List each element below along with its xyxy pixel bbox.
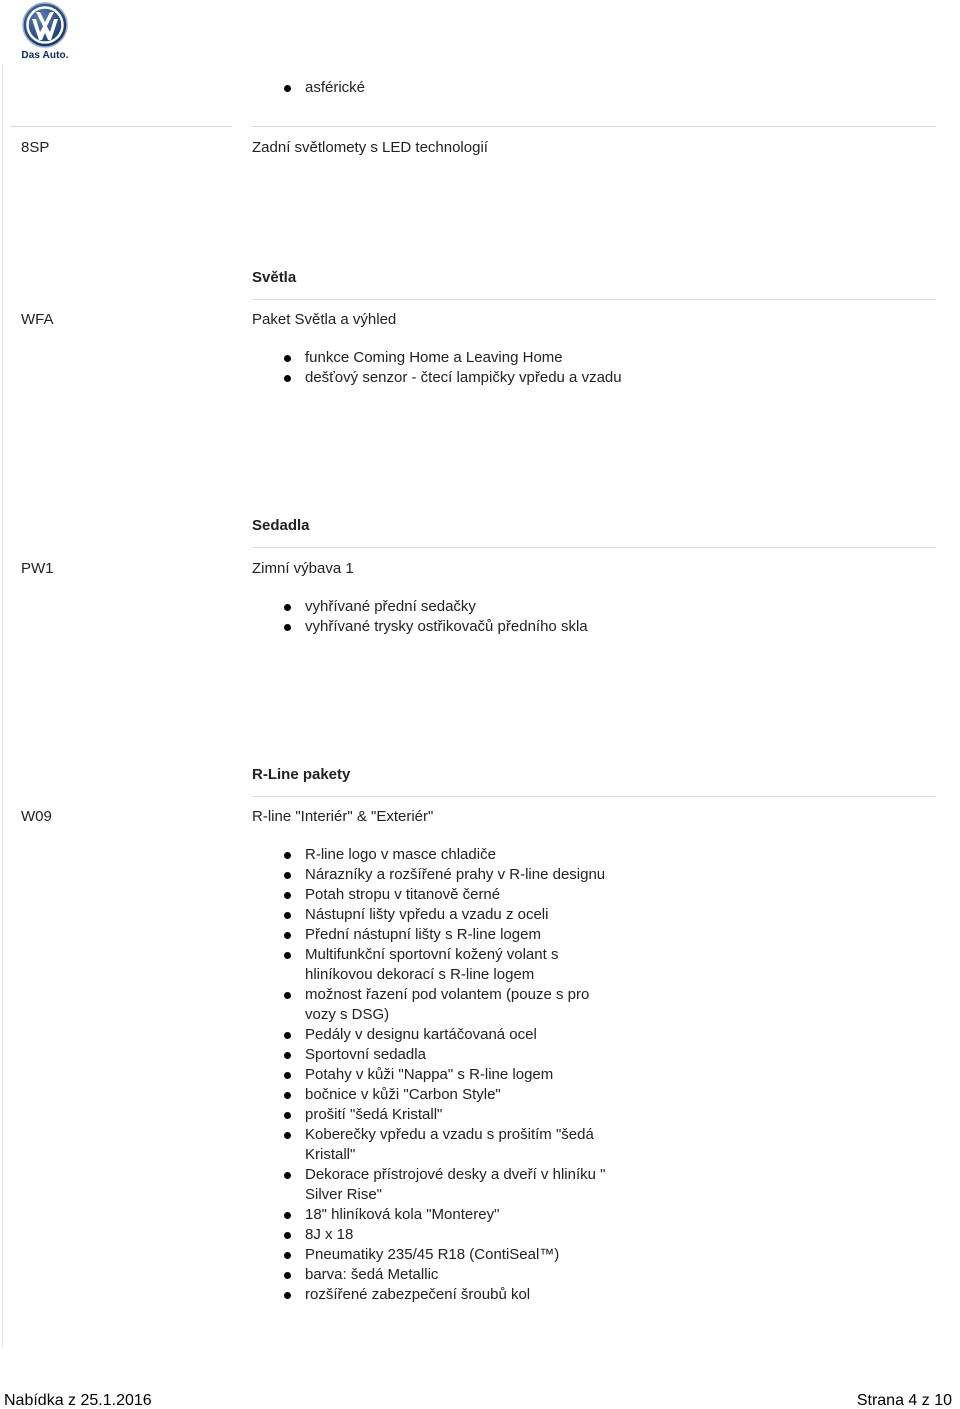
list-item: asférické (284, 78, 624, 98)
bullet-icon (284, 992, 291, 999)
item-description: Zadní světlomety s LED technologií (252, 139, 488, 156)
list-item: Potah stropu v titanově černé (284, 885, 624, 905)
footer-offer-date: Nabídka z 25.1.2016 (4, 1392, 152, 1409)
divider (252, 299, 936, 300)
feature-list-rline (284, 845, 624, 1305)
divider (252, 547, 936, 548)
section-heading-sedadla: Sedadla (252, 517, 310, 534)
bullet-icon (284, 1112, 291, 1119)
list-item: 8J x 18 (284, 1225, 624, 1245)
bullet-icon (284, 912, 291, 919)
list-item: dešťový senzor - čtecí lampičky vpředu a vzadu (284, 368, 624, 388)
bullet-icon (284, 872, 291, 879)
list-item: Přední nástupní lišty s R-line logem (284, 925, 624, 945)
divider (252, 126, 936, 127)
footer-page-number: Strana 4 z 10 (856, 1392, 952, 1409)
item-description: R-line "Interiér" & "Exteriér" (252, 808, 434, 825)
bullet-icon (284, 1172, 291, 1179)
list-item: vyhřívané trysky ostřikovačů předního skla (284, 617, 624, 637)
bullet-icon (284, 624, 291, 631)
bullet-icon (284, 1212, 291, 1219)
item-code: PW1 (21, 560, 54, 577)
bullet-icon (284, 1272, 291, 1279)
list-item: barva: šedá Metallic (284, 1265, 624, 1285)
list-item: Multifunkční sportovní kožený volant s hliníkovou dekorací s R-line logem (284, 945, 624, 985)
list-item: Dekorace přístrojové desky a dveří v hliníku " Silver Rise" (284, 1165, 624, 1205)
feature-list-sedadla (284, 597, 624, 637)
bullet-icon (284, 1292, 291, 1299)
section-heading-svetla: Světla (252, 269, 297, 286)
item-description: Zimní výbava 1 (252, 560, 354, 577)
list-item: vyhřívané přední sedačky (284, 597, 624, 617)
list-item: Potahy v kůži "Nappa" s R-line logem (284, 1065, 624, 1085)
list-item: bočnice v kůži "Carbon Style" (284, 1085, 624, 1105)
bullet-icon (284, 355, 291, 362)
list-item: Nástupní lišty vpředu a vzadu z oceli (284, 905, 624, 925)
list-item: 18" hliníková kola "Monterey" (284, 1205, 624, 1225)
bullet-icon (284, 85, 291, 92)
left-border (2, 64, 3, 1347)
list-item: R-line logo v masce chladiče (284, 845, 624, 865)
item-description: Paket Světla a výhled (252, 311, 397, 328)
bullet-icon (284, 375, 291, 382)
bullet-icon (284, 604, 291, 611)
bullet-icon (284, 1032, 291, 1039)
item-code: 8SP (21, 139, 50, 156)
bullet-icon (284, 1252, 291, 1259)
bullet-icon (284, 1072, 291, 1079)
list-item: Pedály v designu kartáčovaná ocel (284, 1025, 624, 1045)
brand-tagline: Das Auto. (21, 50, 69, 61)
list-item: Pneumatiky 235/45 R18 (ContiSeal™) (284, 1245, 624, 1265)
bullet-icon (284, 1232, 291, 1239)
bullet-icon (284, 852, 291, 859)
vw-emblem-icon (20, 2, 70, 48)
vw-logo (20, 2, 70, 64)
divider (10, 126, 232, 127)
list-item: možnost řazení pod volantem (pouze s pro vozy s DSG) (284, 985, 624, 1025)
bullet-icon (284, 952, 291, 959)
item-code: W09 (21, 808, 52, 825)
bullet-icon (284, 1092, 291, 1099)
item-code: WFA (21, 311, 54, 328)
bullet-icon (284, 892, 291, 899)
list-item: funkce Coming Home a Leaving Home (284, 348, 624, 368)
bullet-icon (284, 1132, 291, 1139)
list-item: Nárazníky a rozšířené prahy v R-line designu (284, 865, 624, 885)
divider (252, 796, 936, 797)
list-item: rozšířené zabezpečení šroubů kol (284, 1285, 624, 1305)
list-item: Koberečky vpředu a vzadu s prošitím "šedá Kristall" (284, 1125, 624, 1165)
list-item: Sportovní sedadla (284, 1045, 624, 1065)
section-heading-rline: R-Line pakety (252, 766, 351, 783)
top-bullet-list (284, 78, 624, 98)
feature-list-svetla (284, 348, 624, 388)
bullet-icon (284, 1052, 291, 1059)
list-item: prošití "šedá Kristall" (284, 1105, 624, 1125)
bullet-icon (284, 932, 291, 939)
